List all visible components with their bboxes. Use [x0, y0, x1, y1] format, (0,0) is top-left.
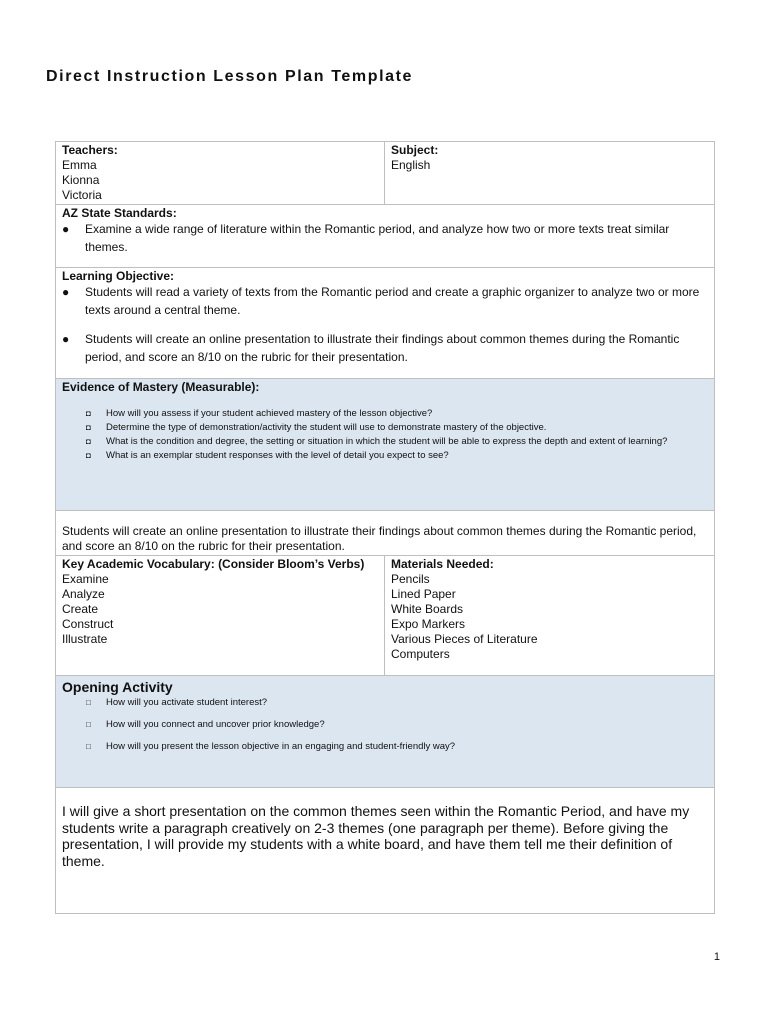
list-item — [62, 435, 708, 449]
opening-prompt-cell — [56, 676, 715, 788]
standards-item: Examine a wide range of literature within the Romantic period, and analyze how two or more texts treat similar themes. — [85, 222, 670, 254]
opening-answer: I will give a short presentation on the common themes seen within the Romantic Period, and have my students write a paragraph creatively on 2-3 themes (one paragraph per theme). Before giving the presentation, I will provide my students with a white board, and have them tell me their definition of theme. — [62, 803, 690, 869]
vocabulary-words: Examine Analyze Create Construct Illustrate — [62, 572, 114, 646]
list-item — [62, 449, 708, 463]
checkbox-icon: □ — [86, 742, 91, 751]
mastery-prompt: Determine the type of demonstration/activity the student will use to demonstrate mastery of the objective. — [106, 422, 547, 433]
subject-cell — [385, 142, 715, 205]
list-item — [62, 284, 708, 319]
checkbox-icon: ◘ — [86, 437, 91, 446]
list-item — [62, 407, 708, 421]
checkbox-icon: ◘ — [86, 423, 91, 432]
opening-prompt: How will you activate student interest? — [106, 697, 268, 708]
standards-label: AZ State Standards: — [62, 206, 177, 220]
standards-cell — [56, 205, 715, 268]
mastery-prompt: How will you assess if your student achieved mastery of the lesson objective? — [106, 408, 433, 419]
objective-item: Students will create an online presentation to illustrate their findings about common themes during the Romantic period, and score an 8/10 on the rubric for their presentation. — [85, 332, 680, 364]
list-item — [62, 421, 708, 435]
list-item — [62, 740, 708, 754]
mastery-prompt: What is an exemplar student responses with the level of detail you expect to see? — [106, 450, 449, 461]
mastery-prompt-cell — [56, 379, 715, 511]
checkbox-icon: □ — [86, 720, 91, 729]
bullet-icon: ● — [62, 285, 70, 299]
mastery-answer-cell — [56, 511, 715, 556]
document-title: Direct Instruction Lesson Plan Template — [46, 68, 414, 85]
checkbox-icon: □ — [86, 698, 91, 707]
list-item — [62, 696, 708, 710]
checkbox-icon: ◘ — [86, 451, 91, 460]
subject-value: English — [391, 158, 431, 172]
list-item — [62, 221, 708, 256]
vocabulary-cell — [56, 556, 385, 676]
materials-cell — [385, 556, 715, 676]
opening-prompt: How will you connect and uncover prior knowledge? — [106, 719, 325, 730]
lesson-plan-table — [55, 141, 715, 914]
subject-label: Subject: — [391, 143, 439, 157]
materials-label: Materials Needed: — [391, 557, 494, 571]
page-number: 1 — [713, 951, 720, 963]
bullet-icon: ● — [62, 332, 70, 346]
bullet-icon: ● — [62, 222, 70, 236]
vocabulary-label: Key Academic Vocabulary: (Consider Bloom’s Verbs) — [62, 557, 365, 571]
objective-item: Students will read a variety of texts from the Romantic period and create a graphic organizer to analyze two or more texts around a central theme. — [85, 285, 700, 317]
objective-cell — [56, 268, 715, 379]
opening-answer-cell — [56, 788, 715, 914]
mastery-answer: Students will create an online presentation to illustrate their findings about common themes during the Romantic period, and score an 8/10 on the rubric for their presentation. — [62, 524, 697, 553]
list-item — [62, 718, 708, 732]
materials-items: Pencils Lined Paper White Boards Expo Markers Various Pieces of Literature Computers — [391, 572, 538, 661]
checkbox-icon: ◘ — [86, 409, 91, 418]
teachers-cell — [56, 142, 385, 205]
mastery-label: Evidence of Mastery (Measurable): — [62, 380, 260, 394]
opening-label: Opening Activity — [62, 679, 173, 695]
mastery-prompt: What is the condition and degree, the setting or situation in which the student will be able to express the depth and extent of learning? — [106, 436, 668, 447]
teachers-label: Teachers: — [62, 143, 118, 157]
list-item — [62, 331, 708, 366]
teachers-names: Emma Kionna Victoria — [62, 158, 102, 202]
opening-prompt: How will you present the lesson objective in an engaging and student-friendly way? — [106, 741, 456, 752]
objective-label: Learning Objective: — [62, 269, 175, 283]
